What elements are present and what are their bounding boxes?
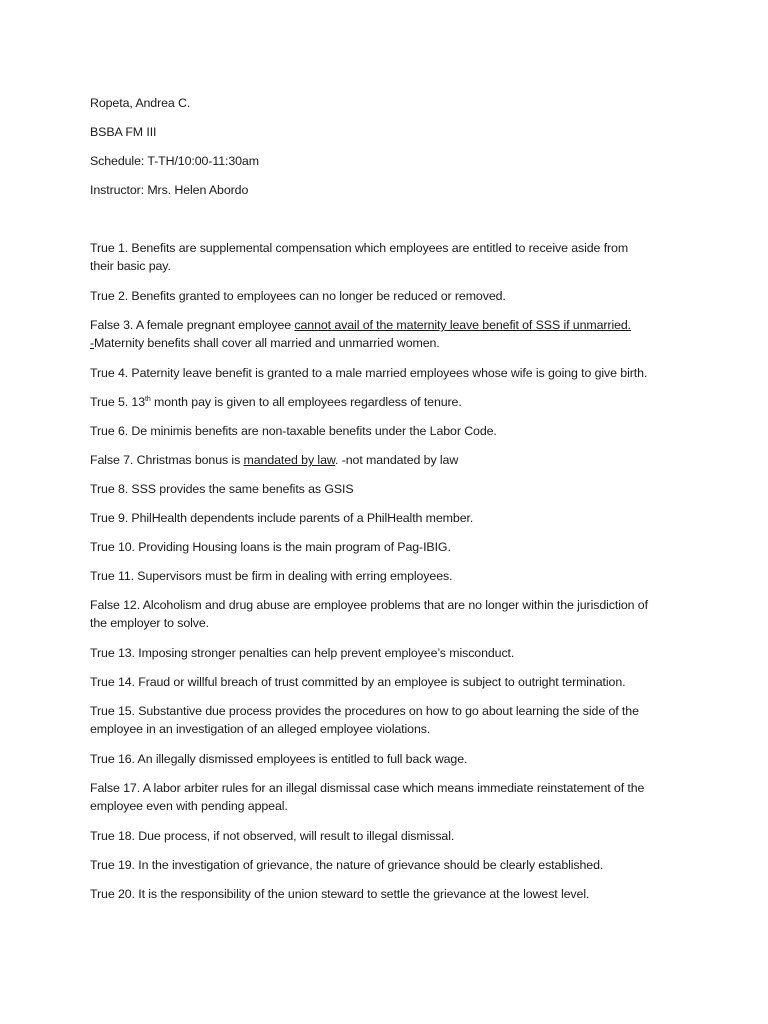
item-line: True 1. Benefits are supplemental compensation which employees are entitled to receive aside from — [90, 241, 629, 255]
item-line: employee in an investigation of an alleged employee violations. — [90, 722, 431, 736]
item-line: True 2. Benefits granted to employees can no longer be reduced or removed. — [90, 289, 506, 303]
list-item — [90, 538, 690, 556]
item-line: True 20. It is the responsibility of the union steward to settle the grievance at the lowest level. — [90, 887, 590, 901]
list-item — [90, 239, 690, 275]
item-line: True 19. In the investigation of grievance, the nature of grievance should be clearly established. — [90, 858, 604, 872]
list-item — [90, 885, 690, 903]
item-line — [90, 334, 690, 352]
course: BSBA FM III — [90, 125, 157, 139]
underlined-text: - — [90, 336, 95, 350]
underlined-text: mandated by law — [243, 453, 336, 467]
superscript: th — [145, 396, 151, 403]
item-line: True 11. Supervisors must be firm in dealing with erring employees. — [90, 569, 453, 583]
list-item — [90, 422, 690, 440]
list-item — [90, 287, 690, 305]
item-text: False 7. Christmas bonus is — [90, 453, 244, 467]
list-item — [90, 779, 690, 815]
list-item — [90, 393, 690, 411]
list-item — [90, 316, 690, 352]
item-line: True 8. SSS provides the same benefits as GSIS — [90, 482, 354, 496]
item-line: True 4. Paternity leave benefit is granted to a male married employees whose wife is going to give birth. — [90, 366, 648, 380]
item-line — [90, 451, 690, 469]
list-item — [90, 644, 690, 662]
list-item — [90, 827, 690, 845]
list-item — [90, 750, 690, 768]
item-line: True 6. De minimis benefits are non-taxable benefits under the Labor Code. — [90, 424, 497, 438]
item-text: month pay is given to all employees regardless of tenure. — [150, 395, 462, 409]
item-text: False 3. A female pregnant employee — [90, 318, 295, 332]
item-line: True 13. Imposing stronger penalties can help prevent employee’s misconduct. — [90, 646, 515, 660]
item-text: True 5. 13 — [90, 395, 146, 409]
list-item — [90, 509, 690, 527]
item-line: True 10. Providing Housing loans is the main program of Pag-IBIG. — [90, 540, 451, 554]
item-line: True 18. Due process, if not observed, will result to illegal dismissal. — [90, 829, 455, 843]
list-item — [90, 480, 690, 498]
list-item — [90, 702, 690, 738]
student-name: Ropeta, Andrea C. — [90, 96, 191, 110]
item-line: their basic pay. — [90, 259, 171, 273]
list-item — [90, 364, 690, 382]
item-line — [90, 393, 690, 411]
schedule: Schedule: T-TH/10:00-11:30am — [90, 154, 259, 168]
list-item — [90, 856, 690, 874]
item-text: . -not mandated by law — [335, 453, 459, 467]
instructor: Instructor: Mrs. Helen Abordo — [90, 183, 249, 197]
item-line: True 14. Fraud or willful breach of trust committed by an employee is subject to outright termination. — [90, 675, 626, 689]
underlined-text: cannot avail of the maternity leave benefit of SSS if unmarried. — [294, 318, 632, 332]
item-line: True 15. Substantive due process provides the procedures on how to go about learning the side of the — [90, 704, 639, 718]
item-line: True 16. An illegally dismissed employees is entitled to full back wage. — [90, 752, 468, 766]
item-line: False 12. Alcoholism and drug abuse are employee problems that are no longer within the jurisdiction of — [90, 598, 648, 612]
list-item — [90, 673, 690, 691]
item-line: the employer to solve. — [90, 616, 210, 630]
item-line — [90, 316, 690, 334]
item-line: False 17. A labor arbiter rules for an illegal dismissal case which means immediate reinstatement of the — [90, 781, 645, 795]
item-text: Maternity benefits shall cover all married and unmarried women. — [94, 336, 440, 350]
item-line: True 9. PhilHealth dependents include parents of a PhilHealth member. — [90, 511, 474, 525]
list-item — [90, 567, 690, 585]
list-item — [90, 451, 690, 469]
list-item — [90, 596, 690, 632]
item-line: employee even with pending appeal. — [90, 799, 288, 813]
